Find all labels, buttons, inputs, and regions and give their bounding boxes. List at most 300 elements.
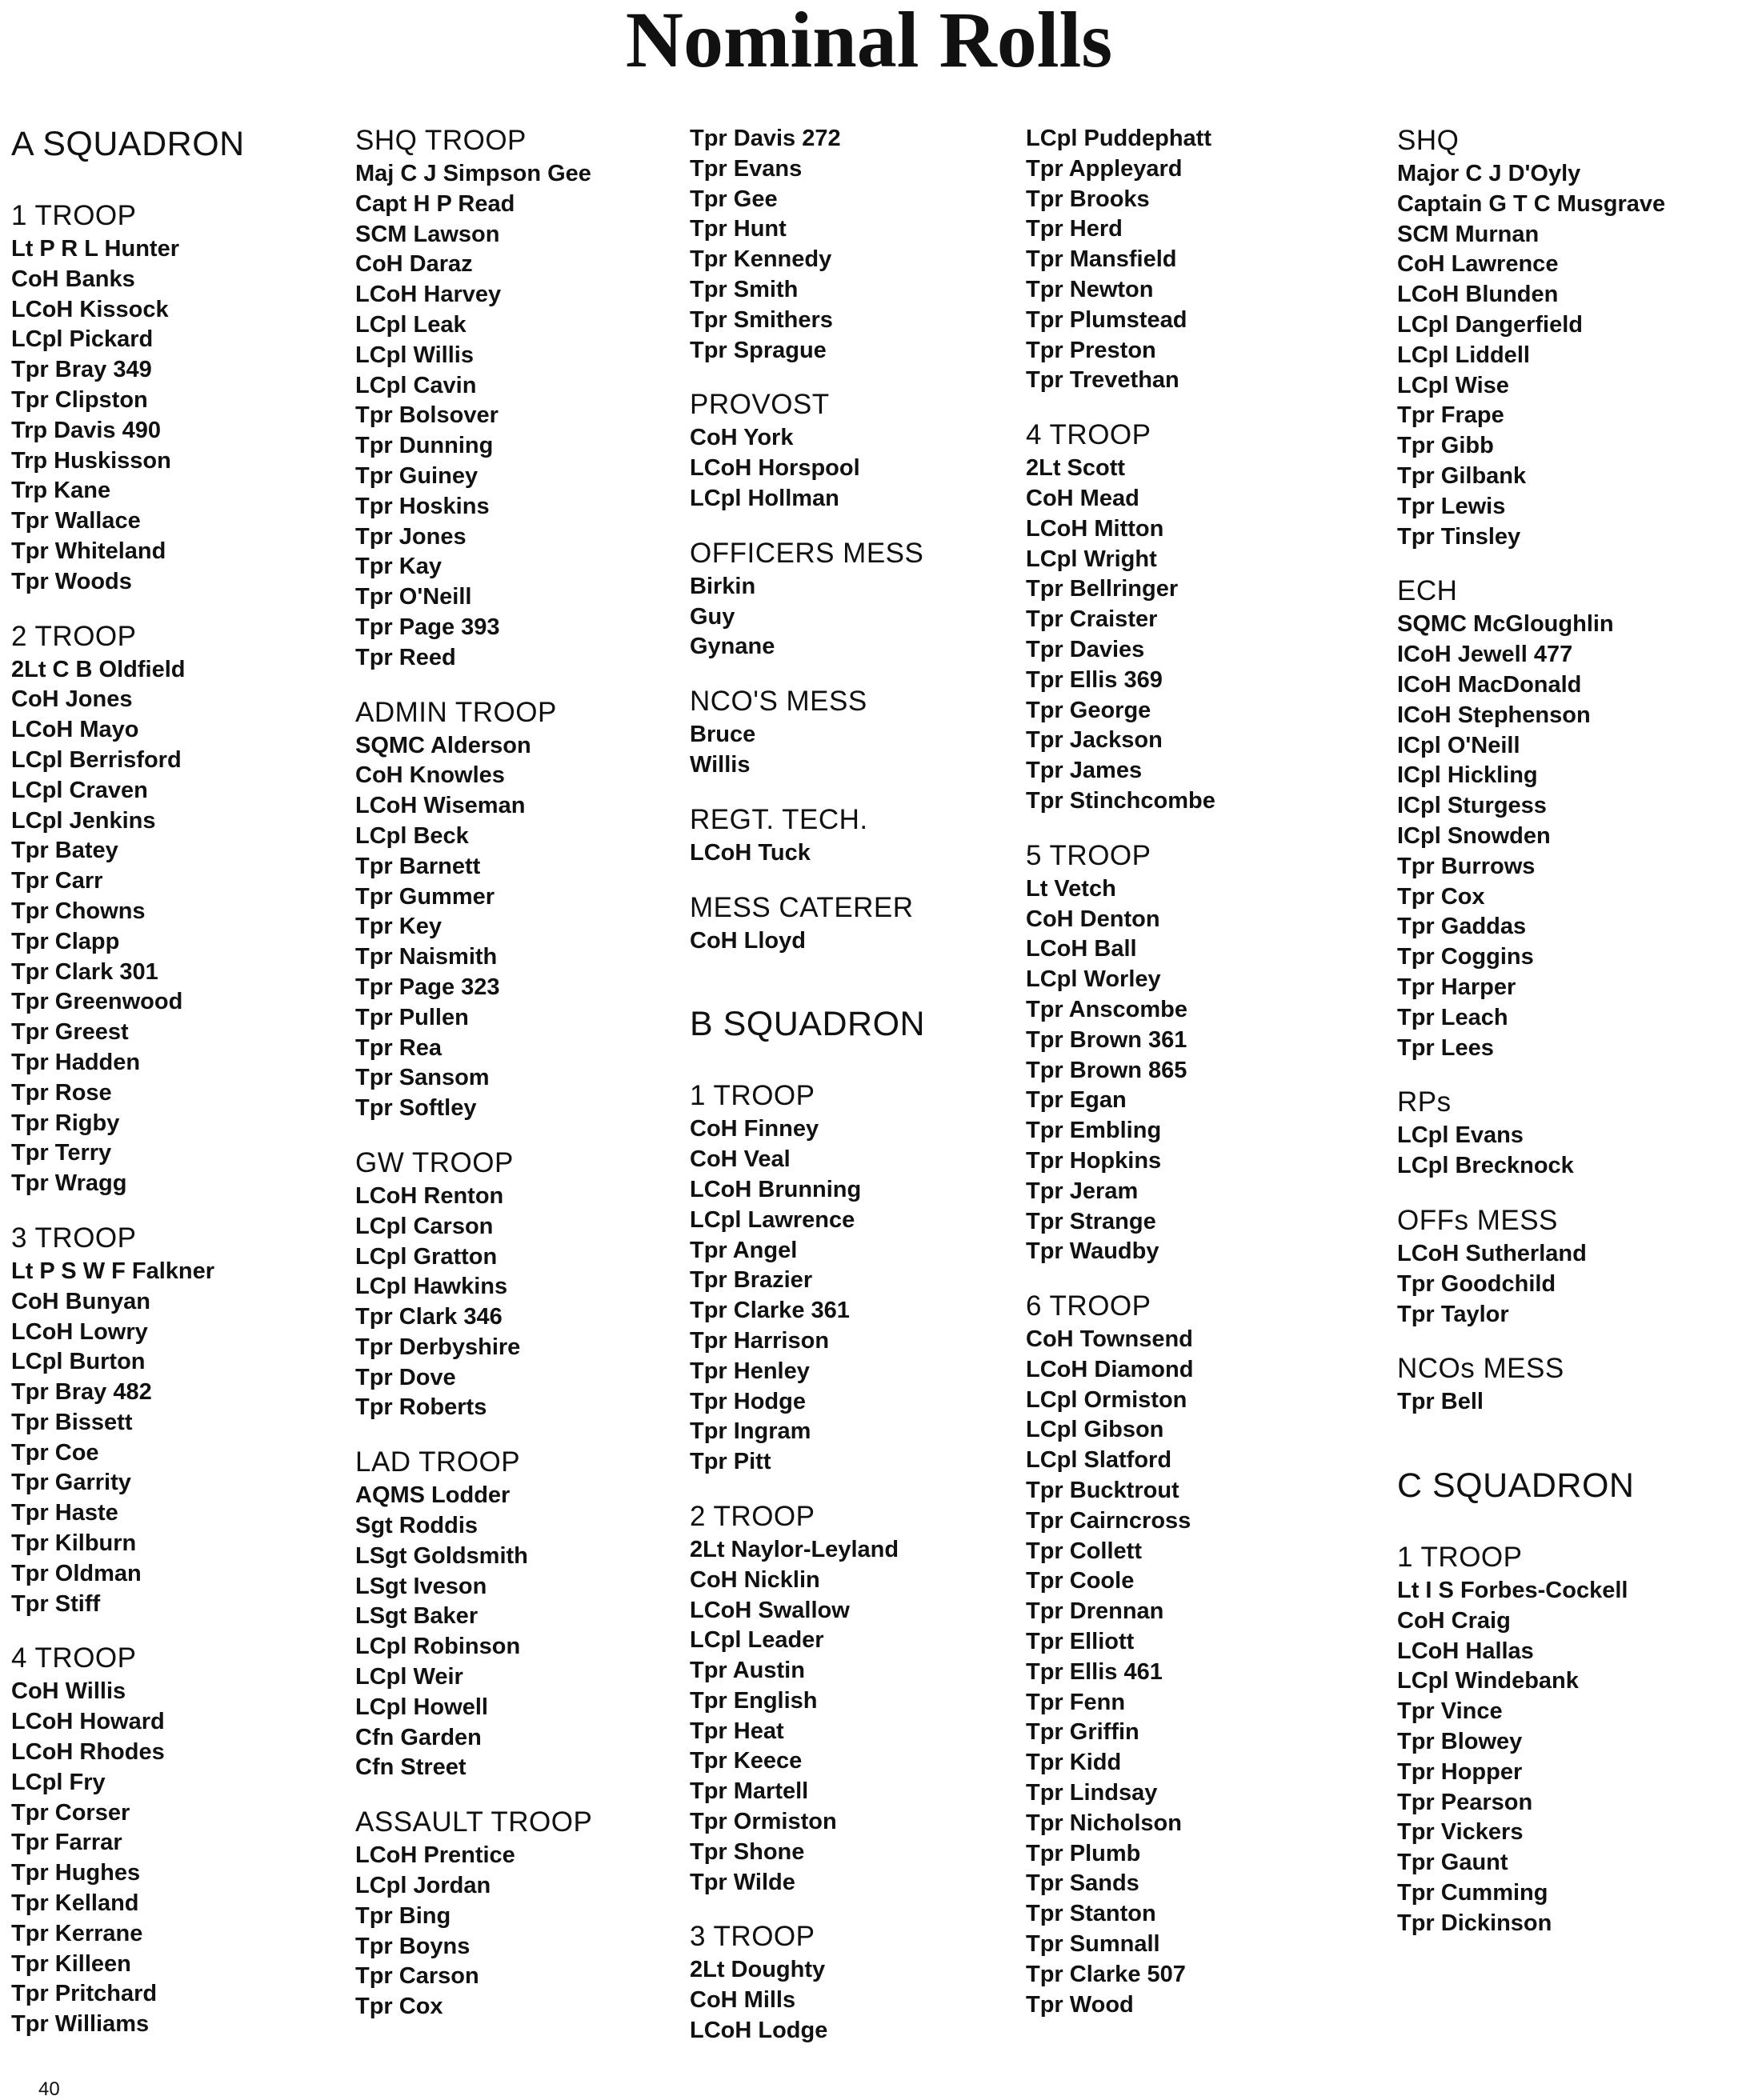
roll-entry: Tpr Shone bbox=[690, 1838, 805, 1865]
roll-entry: Tpr Kay bbox=[355, 554, 442, 580]
roll-entry: Tpr Hughes bbox=[11, 1860, 141, 1886]
roll-entry: Tpr Bray 349 bbox=[11, 357, 152, 383]
roll-entry: Maj C J Simpson Gee bbox=[355, 161, 591, 186]
roll-entry: Guy bbox=[690, 603, 735, 630]
roll-section bbox=[1026, 418, 1362, 817]
roll-entry: LCpl Gratton bbox=[355, 1243, 498, 1270]
roll-entry: LCoH Kissock bbox=[11, 296, 169, 322]
roll-entry: Cfn Street bbox=[355, 1754, 467, 1781]
roll-entry: LSgt Baker bbox=[355, 1603, 479, 1630]
roll-entry: ICoH Jewell 477 bbox=[1397, 642, 1573, 668]
roll-entry: Tpr Bray 482 bbox=[11, 1379, 152, 1406]
roll-entry: Sgt Roddis bbox=[355, 1513, 479, 1539]
roll-entry: CoH Lloyd bbox=[690, 927, 806, 954]
roll-entry: Tpr Clark 301 bbox=[11, 958, 158, 985]
page-title: Nominal Rolls bbox=[625, 0, 1113, 84]
roll-entry: Tpr Rose bbox=[11, 1079, 112, 1106]
roll-entry: LCpl Jenkins bbox=[11, 807, 156, 834]
roll-entry: Tpr Barnett bbox=[355, 853, 481, 879]
column-2 bbox=[355, 124, 691, 2022]
roll-entry: Tpr Corser bbox=[11, 1799, 130, 1826]
roll-entry: CoH Bunyan bbox=[11, 1288, 150, 1314]
roll-entry: Tpr Guiney bbox=[355, 462, 479, 489]
roll-entry: Tpr Cairncross bbox=[1026, 1507, 1191, 1534]
roll-entry: Tpr Roberts bbox=[355, 1394, 487, 1421]
roll-entry: CoH Finney bbox=[690, 1116, 819, 1142]
roll-entry: Tpr Farrar bbox=[11, 1830, 122, 1856]
roll-entry: LCpl Hollman bbox=[690, 485, 839, 511]
roll-entry: Tpr Martell bbox=[690, 1778, 809, 1805]
roll-entry: ICpl Sturgess bbox=[1397, 793, 1547, 819]
roll-entry: LCpl Willis bbox=[355, 342, 474, 368]
roll-entry: LCoH Harvey bbox=[355, 282, 502, 308]
roll-entry: LCoH Mitton bbox=[1026, 515, 1164, 542]
roll-entry: 2Lt Doughty bbox=[690, 1957, 826, 1983]
roll-entry: Tpr Smithers bbox=[690, 306, 833, 333]
roll-entry: Tpr Bellringer bbox=[1026, 576, 1179, 602]
roll-entry: Tpr Craister bbox=[1026, 606, 1158, 633]
roll-entry: LCpl Gibson bbox=[1026, 1417, 1164, 1443]
roll-entry: Tpr Lees bbox=[1397, 1034, 1494, 1061]
section-heading: 2 TROOP bbox=[11, 620, 137, 652]
roll-section bbox=[1397, 1352, 1733, 1418]
roll-entry: LCoH Sutherland bbox=[1397, 1240, 1587, 1266]
roll-entry: LSgt Goldsmith bbox=[355, 1542, 528, 1569]
column-3 bbox=[690, 124, 1026, 2046]
roll-entry: Tpr Vince bbox=[1397, 1698, 1503, 1725]
roll-entry: LCpl Pickard bbox=[11, 326, 154, 353]
roll-entry: LCoH Hallas bbox=[1397, 1638, 1534, 1664]
roll-section bbox=[1397, 1204, 1733, 1330]
roll-entry: LCoH Rhodes bbox=[11, 1739, 165, 1766]
roll-entry: LCpl Weir bbox=[355, 1664, 463, 1690]
roll-section bbox=[355, 696, 691, 1124]
roll-entry: Tpr Brooks bbox=[1026, 186, 1150, 212]
section-heading: RPs bbox=[1397, 1086, 1452, 1118]
roll-entry: Tpr Trevethan bbox=[1026, 367, 1179, 394]
roll-section bbox=[11, 620, 347, 1199]
roll-entry: Tpr Softley bbox=[355, 1095, 477, 1122]
roll-entry: Tpr Kelland bbox=[11, 1890, 139, 1917]
roll-entry: Tpr Dickinson bbox=[1397, 1910, 1552, 1936]
roll-entry: CoH Nicklin bbox=[690, 1566, 820, 1593]
roll-entry: Tpr James bbox=[1026, 758, 1143, 784]
roll-entry: LCpl Howell bbox=[355, 1694, 488, 1720]
roll-entry: CoH Knowles bbox=[355, 762, 505, 789]
roll-entry: Tpr Vickers bbox=[1397, 1819, 1524, 1846]
roll-entry: ICoH Stephenson bbox=[1397, 702, 1591, 728]
roll-entry: Tpr Pitt bbox=[690, 1449, 771, 1475]
roll-entry: Tpr Harrison bbox=[690, 1327, 830, 1354]
roll-entry: Tpr Sands bbox=[1026, 1870, 1139, 1897]
roll-entry: Captain G T C Musgrave bbox=[1397, 190, 1666, 217]
roll-entry: LCpl Robinson bbox=[355, 1634, 521, 1660]
roll-entry: Tpr Kerrane bbox=[11, 1920, 143, 1946]
roll-entry: Tpr Clarke 507 bbox=[1026, 1961, 1186, 1987]
section-heading: PROVOST bbox=[690, 389, 830, 421]
roll-section bbox=[1397, 1086, 1733, 1182]
roll-entry: CoH Mead bbox=[1026, 485, 1139, 511]
roll-entry: Tpr Hadden bbox=[11, 1049, 141, 1075]
roll-entry: Tpr Hunt bbox=[690, 216, 787, 242]
roll-entry: Tpr Haste bbox=[11, 1500, 118, 1526]
roll-entry: LCpl Craven bbox=[11, 777, 148, 803]
roll-entry: Trp Kane bbox=[11, 478, 111, 504]
roll-entry: Lt P S W F Falkner bbox=[11, 1258, 215, 1284]
roll-entry: 2Lt Naylor-Leyland bbox=[690, 1536, 899, 1562]
roll-entry: Tpr Gummer bbox=[355, 883, 495, 910]
roll-entry: LCoH Prentice bbox=[355, 1842, 515, 1869]
roll-entry: Tpr Gibb bbox=[1397, 433, 1494, 459]
roll-section bbox=[355, 1146, 691, 1423]
roll-entry: Tpr Hopper bbox=[1397, 1758, 1523, 1785]
roll-entry: Tpr Cumming bbox=[1397, 1880, 1548, 1906]
roll-entry: LCoH Brunning bbox=[690, 1176, 862, 1202]
roll-entry: Tpr Kilburn bbox=[11, 1530, 137, 1557]
roll-entry: Tpr Drennan bbox=[1026, 1598, 1164, 1625]
roll-entry: Tpr Austin bbox=[690, 1658, 805, 1684]
section-heading: 1 TROOP bbox=[690, 1080, 815, 1112]
roll-entry: CoH Banks bbox=[11, 266, 135, 292]
roll-entry: Tpr Hodge bbox=[690, 1388, 806, 1414]
roll-entry: Tpr Angel bbox=[690, 1237, 798, 1263]
roll-entry: LCpl Burton bbox=[11, 1349, 146, 1375]
roll-entry: CoH Veal bbox=[690, 1146, 791, 1173]
roll-entry: LCpl Beck bbox=[355, 822, 469, 849]
roll-entry: Tpr Pearson bbox=[1397, 1789, 1533, 1815]
roll-entry: Capt H P Read bbox=[355, 190, 515, 217]
roll-entry: Tpr Plumstead bbox=[1026, 306, 1187, 333]
roll-entry: Tpr Taylor bbox=[1397, 1301, 1509, 1327]
section-heading: 3 TROOP bbox=[690, 1921, 815, 1953]
roll-entry: Tpr Hoskins bbox=[355, 493, 490, 519]
roll-section bbox=[690, 1004, 1026, 1478]
roll-entry: LCpl Evans bbox=[1397, 1122, 1524, 1149]
roll-entry: Tpr Stiff bbox=[11, 1590, 101, 1617]
roll-entry: LCoH Renton bbox=[355, 1182, 504, 1209]
roll-entry: LCoH Swallow bbox=[690, 1597, 850, 1623]
roll-entry: Lt P R L Hunter bbox=[11, 236, 179, 262]
roll-entry: LCpl Brecknock bbox=[1397, 1153, 1574, 1179]
roll-entry: Tpr Key bbox=[355, 914, 442, 940]
roll-entry: LCoH Lodge bbox=[690, 2018, 828, 2044]
roll-entry: Tpr Dove bbox=[355, 1364, 456, 1390]
roll-section bbox=[1026, 1290, 1362, 2020]
roll-entry: Tpr Henley bbox=[690, 1358, 810, 1384]
roll-entry: LCpl Leader bbox=[690, 1627, 824, 1654]
roll-entry: Tpr Clipston bbox=[11, 386, 148, 413]
roll-entry: Tpr Gaunt bbox=[1397, 1850, 1508, 1876]
roll-entry: Tpr Heat bbox=[690, 1718, 784, 1744]
column-5 bbox=[1397, 124, 1733, 1939]
roll-entry: Tpr Strange bbox=[1026, 1208, 1156, 1234]
roll-entry: Tpr Tinsley bbox=[1397, 523, 1521, 550]
section-heading: GW TROOP bbox=[355, 1146, 514, 1178]
roll-entry: Tpr Newton bbox=[1026, 276, 1154, 302]
roll-section bbox=[11, 124, 347, 598]
roll-section bbox=[1397, 124, 1733, 552]
roll-entry: LCpl Berrisford bbox=[11, 746, 182, 773]
section-heading: 1 TROOP bbox=[11, 200, 137, 231]
page-number: 40 bbox=[38, 2078, 60, 2100]
roll-entry: Tpr Waudby bbox=[1026, 1238, 1159, 1265]
roll-entry: Tpr Egan bbox=[1026, 1087, 1127, 1114]
roll-entry: LCpl Wise bbox=[1397, 372, 1509, 398]
section-heading: 6 TROOP bbox=[1026, 1290, 1151, 1322]
roll-entry: Tpr Pritchard bbox=[11, 1981, 158, 2007]
roll-entry: Tpr Kennedy bbox=[690, 246, 832, 273]
roll-entry: LCoH Tuck bbox=[690, 839, 811, 866]
roll-entry: Tpr Herd bbox=[1026, 216, 1123, 242]
section-heading: 5 TROOP bbox=[1026, 839, 1151, 871]
roll-entry: Tpr O'Neill bbox=[355, 584, 472, 610]
roll-entry: Tpr Ellis 461 bbox=[1026, 1658, 1163, 1685]
roll-entry: LCpl Wright bbox=[1026, 546, 1157, 572]
roll-entry: Tpr Goodchild bbox=[1397, 1270, 1556, 1297]
roll-entry: Tpr Woods bbox=[11, 568, 132, 594]
roll-entry: Tpr Brown 361 bbox=[1026, 1026, 1187, 1053]
roll-entry: Tpr Clark 346 bbox=[355, 1304, 503, 1330]
roll-entry: LCpl Jordan bbox=[355, 1873, 491, 1899]
roll-entry: Tpr Collett bbox=[1026, 1538, 1142, 1564]
roll-entry: Tpr Anscombe bbox=[1026, 996, 1187, 1022]
roll-entry: 2Lt Scott bbox=[1026, 455, 1126, 482]
roll-entry: Tpr Wilde bbox=[690, 1869, 795, 1895]
roll-entry: LCoH Lowry bbox=[11, 1318, 148, 1345]
roll-entry: Lt I S Forbes-Cockell bbox=[1397, 1578, 1628, 1604]
roll-entry: Tpr Rigby bbox=[11, 1110, 120, 1136]
section-heading: ECH bbox=[1397, 575, 1458, 607]
squadron-heading: B SQUADRON bbox=[690, 1005, 926, 1044]
roll-entry: Tpr Chowns bbox=[11, 898, 146, 924]
roll-entry: Tpr Kidd bbox=[1026, 1750, 1122, 1776]
roll-entry: Gynane bbox=[690, 634, 775, 660]
roll-entry: Tpr Smith bbox=[690, 276, 799, 302]
roll-entry: Tpr Lindsay bbox=[1026, 1780, 1158, 1806]
roll-entry: Tpr Coole bbox=[1026, 1568, 1135, 1594]
roll-section bbox=[690, 891, 1026, 957]
section-heading: OFFICERS MESS bbox=[690, 537, 924, 569]
roll-entry: Tpr Gaddas bbox=[1397, 914, 1527, 940]
roll-entry: LCoH Horspool bbox=[690, 455, 860, 482]
roll-entry: ICpl O'Neill bbox=[1397, 732, 1520, 758]
roll-entry: Tpr Terry bbox=[11, 1140, 112, 1166]
section-heading: OFFs MESS bbox=[1397, 1204, 1558, 1236]
roll-entry: Tpr Cox bbox=[1397, 883, 1485, 910]
roll-entry: Tpr Bell bbox=[1397, 1389, 1484, 1415]
roll-entry: Tpr Carson bbox=[355, 1963, 479, 1990]
roll-entry: LCpl Hawkins bbox=[355, 1274, 508, 1300]
roll-entry: Tpr Dunning bbox=[355, 433, 494, 459]
roll-entry: Tpr Greest bbox=[11, 1019, 129, 1046]
roll-entry: ICoH MacDonald bbox=[1397, 671, 1582, 698]
roll-entry: Tpr Bing bbox=[355, 1902, 451, 1929]
roll-section bbox=[690, 803, 1026, 869]
roll-entry: LCpl Leak bbox=[355, 311, 467, 338]
roll-section bbox=[690, 1500, 1026, 1898]
section-heading: SHQ bbox=[1397, 125, 1460, 156]
roll-entry: Tpr Cox bbox=[355, 1994, 443, 2020]
roll-entry: Major C J D'Oyly bbox=[1397, 161, 1581, 186]
roll-entry: LCpl Puddephatt bbox=[1026, 126, 1211, 151]
roll-entry: Tpr Hopkins bbox=[1026, 1147, 1162, 1174]
section-heading: NCOs MESS bbox=[1397, 1353, 1564, 1385]
roll-entry: LCpl Cavin bbox=[355, 372, 477, 398]
roll-entry: Tpr Sumnall bbox=[1026, 1931, 1160, 1958]
roll-entry: CoH Mills bbox=[690, 1987, 796, 2014]
roll-entry: Tpr Naismith bbox=[355, 944, 498, 970]
roll-entry: Tpr Frape bbox=[1397, 402, 1504, 429]
roll-entry: Bruce bbox=[690, 722, 756, 748]
roll-entry: Tpr Sansom bbox=[355, 1065, 490, 1091]
roll-entry: Tpr Bolsover bbox=[355, 402, 499, 429]
section-heading: ADMIN TROOP bbox=[355, 696, 557, 728]
roll-entry: LCpl Worley bbox=[1026, 966, 1161, 993]
roll-entry: Tpr Derbyshire bbox=[355, 1334, 521, 1360]
roll-section bbox=[355, 1446, 691, 1783]
roll-entry: Tpr Leach bbox=[1397, 1004, 1508, 1030]
roll-entry: Tpr George bbox=[1026, 697, 1151, 723]
roll-entry: Cfn Garden bbox=[355, 1724, 482, 1750]
roll-entry: Tpr Ellis 369 bbox=[1026, 666, 1163, 693]
column-4 bbox=[1026, 124, 1362, 2020]
roll-entry: Tpr Blowey bbox=[1397, 1729, 1523, 1755]
roll-entry: LCoH Blunden bbox=[1397, 282, 1559, 308]
roll-entry: Tpr Whiteland bbox=[11, 538, 166, 564]
squadron-heading: A SQUADRON bbox=[11, 125, 245, 163]
roll-entry: Tpr Ormiston bbox=[690, 1809, 837, 1835]
roll-entry: SCM Lawson bbox=[355, 221, 500, 247]
roll-entry: Tpr Davis 272 bbox=[690, 126, 841, 151]
roll-entry: LCpl Carson bbox=[355, 1213, 494, 1239]
section-heading: ASSAULT TROOP bbox=[355, 1806, 593, 1838]
roll-entry: Tpr Elliott bbox=[1026, 1629, 1135, 1655]
roll-entry: Tpr Ingram bbox=[690, 1418, 811, 1445]
roll-entry: Tpr Page 393 bbox=[355, 614, 500, 640]
roll-entry: Tpr Lewis bbox=[1397, 493, 1506, 519]
roll-entry: ICpl Snowden bbox=[1397, 822, 1551, 849]
roll-entry: Tpr Jones bbox=[355, 523, 467, 550]
roll-entry: Tpr Gee bbox=[690, 186, 778, 212]
section-heading: 2 TROOP bbox=[690, 1500, 815, 1532]
roll-entry: Tpr Killeen bbox=[11, 1950, 131, 1977]
roll-entry: LCoH Mayo bbox=[11, 717, 139, 743]
roll-section bbox=[690, 685, 1026, 781]
roll-entry: Tpr Embling bbox=[1026, 1118, 1162, 1144]
roll-entry: SQMC McGloughlin bbox=[1397, 611, 1614, 638]
roll-entry: LCpl Dangerfield bbox=[1397, 311, 1584, 338]
roll-entry: Tpr Garrity bbox=[11, 1470, 131, 1496]
section-heading: NCO'S MESS bbox=[690, 686, 867, 718]
roll-entry: SCM Murnan bbox=[1397, 221, 1540, 247]
roll-entry: Tpr Greenwood bbox=[11, 989, 183, 1015]
roll-entry: Tpr Harper bbox=[1397, 974, 1516, 1000]
roll-entry: Tpr Griffin bbox=[1026, 1719, 1139, 1746]
roll-section bbox=[1397, 1466, 1733, 1939]
roll-section bbox=[11, 1222, 347, 1620]
roll-entry: Willis bbox=[690, 751, 751, 778]
roll-entry: Tpr Nicholson bbox=[1026, 1810, 1182, 1836]
squadron-heading: C SQUADRON bbox=[1397, 1466, 1635, 1506]
roll-entry: Tpr Coe bbox=[11, 1439, 99, 1466]
roll-section bbox=[1397, 574, 1733, 1063]
roll-entry: Tpr Plumb bbox=[1026, 1840, 1141, 1866]
roll-section bbox=[690, 388, 1026, 514]
roll-entry: Tpr Sprague bbox=[690, 337, 827, 363]
roll-entry: Tpr Batey bbox=[11, 838, 118, 864]
roll-entry: Tpr Keece bbox=[690, 1748, 803, 1774]
roll-entry: LCpl Fry bbox=[11, 1769, 106, 1795]
roll-entry: Birkin bbox=[690, 573, 756, 599]
roll-section bbox=[1026, 124, 1362, 396]
roll-entry: Tpr Jeram bbox=[1026, 1178, 1139, 1204]
roll-entry: LCpl Slatford bbox=[1026, 1447, 1172, 1474]
roll-entry: 2Lt C B Oldfield bbox=[11, 656, 186, 682]
roll-entry: Tpr Stinchcombe bbox=[1026, 787, 1215, 814]
roll-entry: Tpr Appleyard bbox=[1026, 155, 1183, 182]
roll-entry: Trp Huskisson bbox=[11, 447, 171, 474]
roll-entry: Tpr Mansfield bbox=[1026, 246, 1177, 273]
roll-section bbox=[355, 124, 691, 674]
roll-entry: Tpr Oldman bbox=[11, 1560, 142, 1586]
roll-entry: Tpr Clapp bbox=[11, 928, 120, 954]
roll-entry: Tpr Burrows bbox=[1397, 853, 1536, 879]
roll-entry: Tpr Jackson bbox=[1026, 727, 1163, 754]
roll-entry: Tpr Davies bbox=[1026, 636, 1145, 662]
roll-section bbox=[690, 537, 1026, 662]
roll-entry: Tpr Williams bbox=[11, 2011, 150, 2038]
column-1 bbox=[11, 124, 347, 2040]
roll-entry: Tpr Stanton bbox=[1026, 1901, 1156, 1927]
roll-entry: LCoH Diamond bbox=[1026, 1356, 1194, 1382]
roll-section bbox=[11, 1642, 347, 2040]
roll-entry: Tpr Wood bbox=[1026, 1991, 1134, 2018]
roll-entry: LCpl Windebank bbox=[1397, 1668, 1579, 1694]
section-heading: LAD TROOP bbox=[355, 1446, 521, 1478]
roll-entry: LCpl Lawrence bbox=[690, 1206, 855, 1233]
roll-entry: Tpr Bucktrout bbox=[1026, 1478, 1179, 1504]
roll-entry: CoH Townsend bbox=[1026, 1326, 1193, 1353]
roll-entry: Tpr Bissett bbox=[11, 1409, 133, 1435]
roll-entry: LCpl Liddell bbox=[1397, 342, 1530, 368]
roll-entry: Tpr Brown 865 bbox=[1026, 1057, 1187, 1083]
section-heading: 4 TROOP bbox=[1026, 419, 1151, 451]
section-heading: 1 TROOP bbox=[1397, 1542, 1523, 1574]
roll-entry: CoH Jones bbox=[11, 686, 133, 713]
roll-entry: Tpr Preston bbox=[1026, 337, 1156, 363]
roll-section bbox=[690, 124, 1026, 366]
roll-entry: CoH Willis bbox=[11, 1678, 126, 1705]
roll-entry: AQMS Lodder bbox=[355, 1482, 511, 1509]
roll-entry: Tpr English bbox=[690, 1687, 818, 1714]
section-heading: SHQ TROOP bbox=[355, 125, 527, 156]
roll-section bbox=[690, 1920, 1026, 2046]
roll-entry: Tpr Fenn bbox=[1026, 1689, 1126, 1715]
roll-entry: CoH Lawrence bbox=[1397, 251, 1559, 278]
roll-entry: Tpr Evans bbox=[690, 155, 803, 182]
roll-entry: Tpr Rea bbox=[355, 1034, 442, 1061]
roll-entry: CoH York bbox=[690, 425, 794, 451]
roll-entry: Tpr Coggins bbox=[1397, 944, 1534, 970]
roll-entry: Tpr Reed bbox=[355, 644, 456, 670]
roll-entry: Lt Vetch bbox=[1026, 875, 1116, 902]
roll-entry: LCoH Ball bbox=[1026, 936, 1137, 962]
roll-entry: LCoH Howard bbox=[11, 1709, 165, 1735]
section-heading: REGT. TECH. bbox=[690, 803, 868, 835]
roll-entry: LSgt Iveson bbox=[355, 1573, 487, 1599]
section-heading: 4 TROOP bbox=[11, 1642, 137, 1674]
roll-entry: CoH Daraz bbox=[355, 251, 473, 278]
